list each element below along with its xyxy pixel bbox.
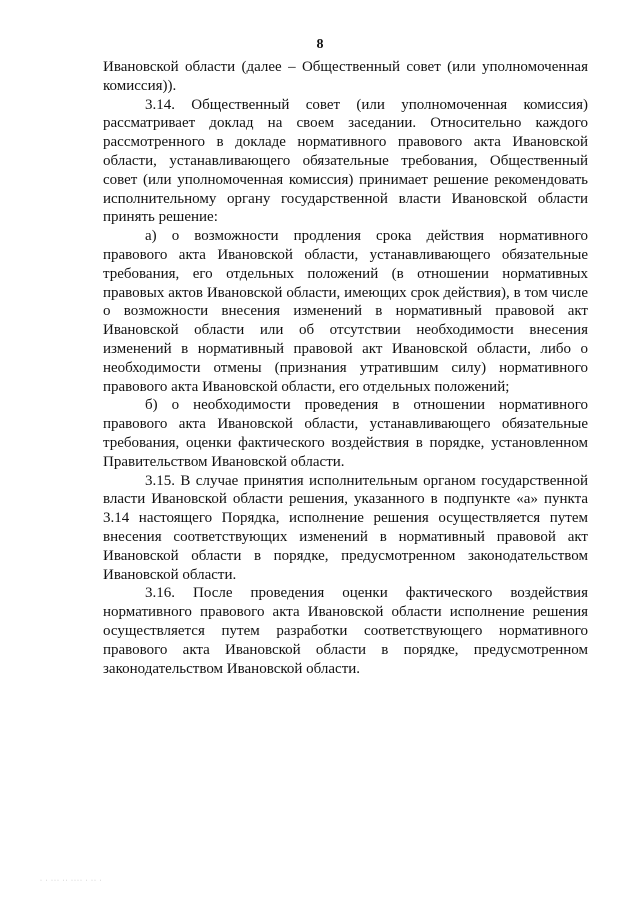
paragraph-3-16: 3.16. После проведения оценки фактического воздействия нормативного правового акта Ивановской области исполнение решения осуществляется путем разработки соответствующего нормативного правового акта Ивановской области в порядке, предусмотренном законодательством Ивановской области. (103, 585, 588, 677)
paragraph-3-15: 3.15. В случае принятия исполнительным органом государственной власти Ивановской области решения, указанного в подпункте «а» пункта 3.14 настоящего Порядка, исполнение решения осуществляется путем внесения соответствующих изменений в нормативный правовой акт Ивановской области в порядке, предусмотренном законодательством Ивановской области. (103, 472, 588, 583)
paragraph-3-14-a: а) о возможности продления срока действия нормативного правового акта Ивановской области, устанавливающего обязательные требования, его отдельных положений (в отношении нормативных правовых актов Ивановской области, имеющих срок действия), в том числе о возможности внесения изменений в нормативный правовой акт Ивановской области или об отсутствии необходимости внесения изменений в нормативный правовой акт Ивановской области, либо о необходимости отмены (признания утратившим силу) нормативного правового акта Ивановской области, его отдельных положений; (103, 228, 588, 395)
paragraph-3-14-b: б) о необходимости проведения в отношении нормативного правового акта Ивановской области, устанавливающего обязательные требования, оценки фактического воздействия в порядке, установленном Правительством Ивановской области. (103, 397, 588, 470)
paragraph-3-14: 3.14. Общественный совет (или уполномоченная комиссия) рассматривает доклад на своем заседании. Относительно каждого рассмотренного в докладе нормативного правового акта Ивановской области, устанавливающего обязательные требования, Общественный совет (или уполномоченная комиссия) принимает решение рекомендовать исполнительному органу государственной власти Ивановской области принять решение: (103, 96, 588, 226)
page-number: 8 (316, 37, 324, 52)
paragraph-continuation: Ивановской области (далее – Общественный совет (или уполномоченная комиссия)). (103, 59, 588, 94)
scan-artifact-mark: · · ··· ·· ···· · ·· · (40, 878, 103, 884)
document-body (103, 58, 588, 678)
